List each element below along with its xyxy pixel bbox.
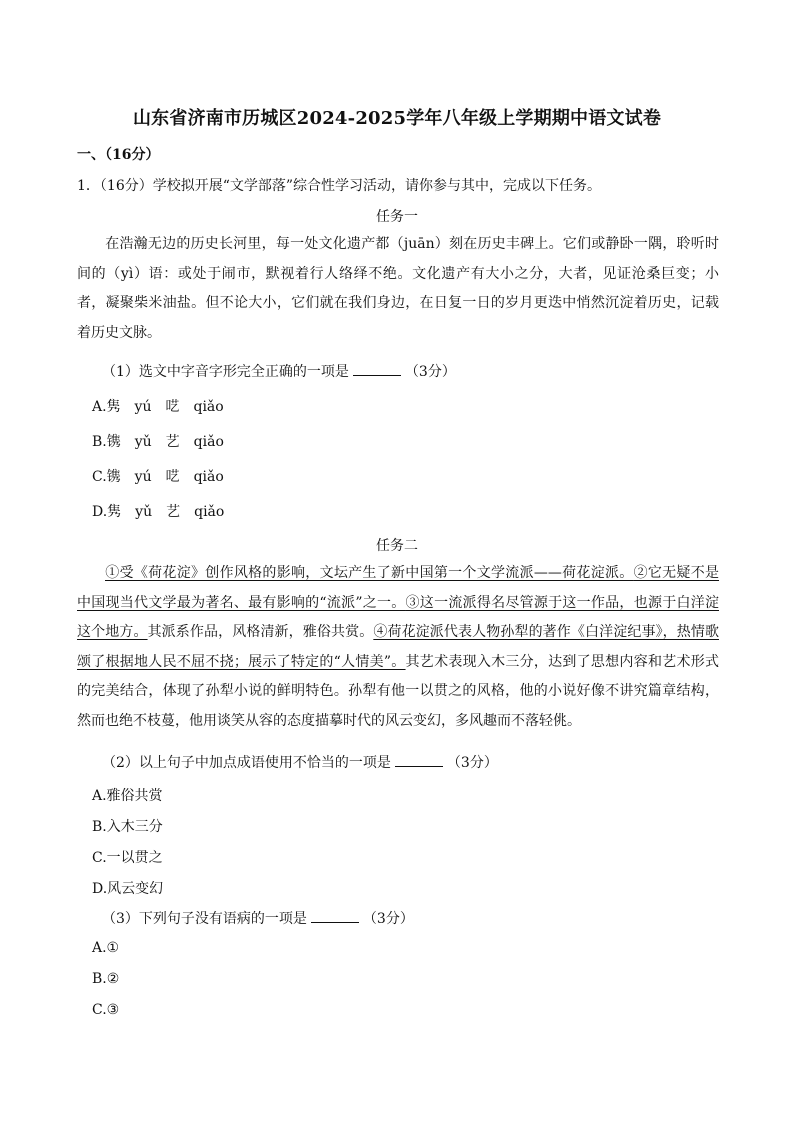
passage-1: [77, 230, 719, 348]
option-3a: A.①: [92, 940, 120, 956]
sub-question-1-text: （1）选文中字音字形完全正确的一项是: [102, 364, 349, 380]
sentence-4: ④荷花淀派代表人物孙犁的著作《白洋淀纪事》，热情歌颂了根据地人民不屈不挠；展示了特定的“人情美”。: [77, 624, 720, 670]
sub-question-2: [102, 752, 498, 772]
sentence-1: ①受《荷花淀》创作风格的影响，文坛产生了新中国第一个文学流派——荷花淀派。: [105, 565, 634, 581]
answer-blank: [395, 754, 443, 767]
sub-question-2-score: （3分）: [446, 755, 498, 771]
section-heading: 一、（16分）: [77, 147, 160, 163]
passage-2-mid: 其派系作品，风格清新，雅俗共赏。: [147, 624, 374, 640]
question-1-stem: 1．（16分）学校拟开展“文学部落”综合性学习活动，请你参与其中，完成以下任务。: [77, 178, 602, 194]
answer-blank: [353, 363, 401, 376]
answer-blank: [311, 910, 359, 923]
sub-question-3-text: （3）下列句子没有语病的一项是: [102, 911, 307, 927]
option-1b: B.镌 yǔ 艺 qiǎo: [92, 434, 224, 450]
passage-1-text: 在浩瀚无边的历史长河里，每一处文化遗产都（juān）刻在历史丰碑上。它们或静卧一隅，聆听时间的（yì）语：或处于闹市，默视着行人络绎不绝。文化遗产有大小之分，大者，见证沧桑巨变；小者，凝聚柴米油盐。但不论大小，它们就在我们身边，在日复一日的岁月更迭中悄然沉淀着历史，记载着历史文脉。: [77, 236, 719, 341]
option-2c: C.一以贯之: [92, 850, 163, 866]
sub-question-2-text: （2）以上句子中加点成语使用不恰当的一项是: [102, 755, 391, 771]
page-title: 山东省济南市历城区2024-2025学年八年级上学期期中语文试卷: [132, 108, 662, 129]
sub-question-3: [102, 908, 414, 928]
task-2-heading: 任务二: [376, 538, 418, 554]
passage-2-rest: 其艺术表现入木三分，达到了思想内容和艺术形式的完美结合，体现了孙犁小说的鲜明特色。孙犁有他一以贯之的风格，他的小说好像不讲究篇章结构，然而也绝不枝蔓，他用谈笑从容的态度描摹时代的风云变幻，多风趣而不落轻佻。: [77, 653, 719, 729]
option-1c: C.镌 yú 呓 qiǎo: [92, 469, 224, 485]
sub-question-1: [102, 361, 456, 381]
option-2d: D.风云变幻: [92, 881, 164, 897]
option-1d: D.隽 yǔ 艺 qiǎo: [92, 504, 225, 520]
passage-2: [77, 559, 719, 736]
option-2a: A.雅俗共赏: [92, 788, 163, 804]
sentence-2: ②它无疑不是中国现当代文学最为著名、最有影响的“流派”之一。: [77, 565, 720, 611]
sub-question-1-score: （3分）: [404, 364, 456, 380]
task-1-heading: 任务一: [376, 209, 418, 225]
option-2b: B.入木三分: [92, 819, 163, 835]
option-3b: B.②: [92, 971, 120, 987]
sub-question-3-score: （3分）: [362, 911, 414, 927]
option-3c: C.③: [92, 1002, 120, 1018]
sentence-3: ③这一流派得名尽管源于这一作品，也源于白洋淀这个地方。: [77, 594, 719, 640]
option-1a: A.隽 yú 呓 qiǎo: [92, 399, 224, 415]
